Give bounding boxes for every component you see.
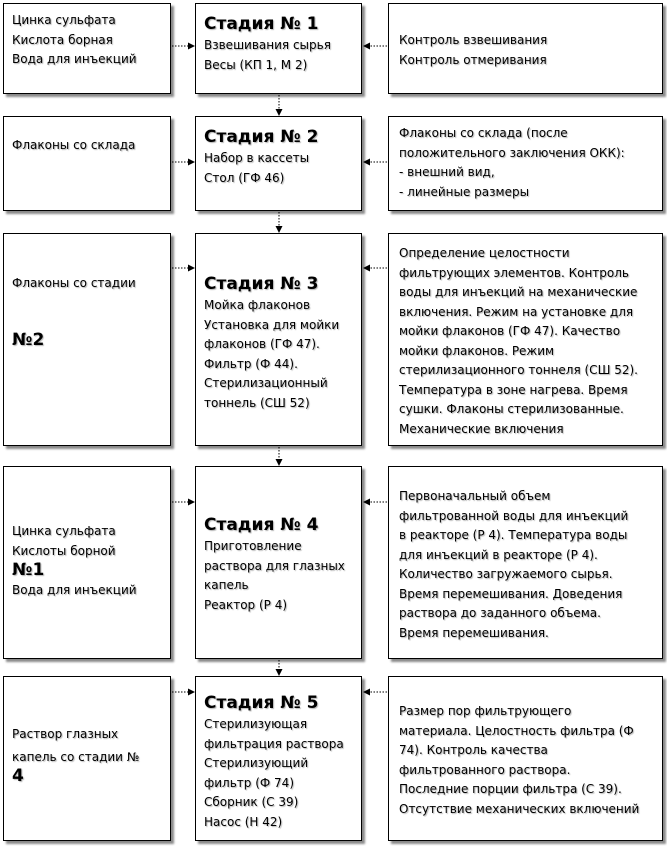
control-line: 74). Контроль качества xyxy=(399,743,548,757)
control-line: - внешний вид, xyxy=(399,165,495,179)
control-line: фильтрующих элементов. Контроль xyxy=(399,265,629,280)
stage-line: Установка для мойки xyxy=(204,317,340,332)
input-line: Цинка сульфата xyxy=(12,524,116,538)
input-line: Флаконы со стадии xyxy=(12,276,136,290)
stage-line: флаконов (ГФ 47). xyxy=(204,337,320,351)
input-line: Вода для инъекций xyxy=(12,52,137,66)
stage-line: Весы (КП 1, М 2) xyxy=(204,57,308,72)
control-line: раствора до заданного объема. xyxy=(399,606,601,620)
control-line: Первоначальный объем xyxy=(399,489,551,503)
control-line: Размер пор фильтрующего xyxy=(399,704,572,718)
stage-line: Приготовление xyxy=(204,539,302,553)
stage-line: капель xyxy=(204,578,249,592)
control-line: мойки флаконов. Режим xyxy=(399,343,555,358)
input-line: Цинка сульфата xyxy=(12,13,116,27)
control-line: положительного заключения ОКК): xyxy=(399,145,625,160)
control-line: Время перемешивания. Доведения xyxy=(399,586,623,601)
control-line: включения. Режим на установке для xyxy=(399,304,634,319)
input-line: №2 xyxy=(12,329,45,350)
control-line: Последние порции фильтра (С 39). xyxy=(399,782,622,796)
control-line: стерилизационного тоннеля (СШ 52). xyxy=(399,363,638,377)
stage-line: Мойка флаконов xyxy=(204,298,311,312)
input-line: Кислота борная xyxy=(12,32,113,47)
input-line: Флаконы со склада xyxy=(12,138,136,152)
input-line: Раствор глазных xyxy=(12,727,119,741)
control-line: фильтрованной воды для инъекций xyxy=(399,508,629,523)
input-line: Кислоты борной xyxy=(12,543,116,558)
stage-line: фильтр (Ф 74) xyxy=(204,775,294,790)
control-line: Время перемешивания. xyxy=(399,625,549,640)
control-line: Количество загружаемого сырья. xyxy=(399,567,613,581)
stage-line: Взвешивания сырья xyxy=(204,38,331,52)
stage-line: Насос (Н 42) xyxy=(204,814,283,829)
control-line: Контроль взвешивания xyxy=(399,33,548,47)
control-line: в реакторе (Р 4). Температура воды xyxy=(399,528,628,542)
stage-line: тоннель (СШ 52) xyxy=(204,395,310,410)
control-line: Отсутствие механических включений xyxy=(399,801,640,816)
stage-title: Стадия № 2 xyxy=(204,127,319,147)
control-line: - линейные размеры xyxy=(399,184,530,199)
stage-line: Стерилизующий xyxy=(204,756,309,770)
control-line: Определение целостности xyxy=(399,246,570,260)
input-line: капель со стадии № xyxy=(12,749,140,764)
stage-title: Стадия № 1 xyxy=(204,14,319,34)
input-line: Вода для инъекций xyxy=(12,582,137,597)
stage-line: раствора для глазных xyxy=(204,558,345,573)
control-line: фильтрованного раствора. xyxy=(399,762,571,777)
control-line: для инъекций в реакторе (Р 4). xyxy=(399,547,598,562)
stage-line: Набор в кассеты xyxy=(204,151,310,165)
stage-line: Фильтр (Ф 44). xyxy=(204,356,298,371)
input-line: 4 xyxy=(12,766,24,786)
stage-line: Стол (ГФ 46) xyxy=(204,170,285,185)
control-line: сушки. Флаконы стерилизованные. xyxy=(399,402,624,416)
control-line: Контроль отмеривания xyxy=(399,52,547,67)
control-line: Температура в зоне нагрева. Время xyxy=(399,382,628,397)
stage-title: Стадия № 5 xyxy=(204,693,319,713)
input-line: №1 xyxy=(12,560,45,580)
control-line: материала. Целостность фильтра (Ф xyxy=(399,723,634,738)
stage-line: Реактор (Р 4) xyxy=(204,597,288,612)
stage-title: Стадия № 3 xyxy=(204,274,319,294)
stage-title: Стадия № 4 xyxy=(204,515,319,535)
stage-line: Сборник (С 39) xyxy=(204,795,299,809)
control-line: воды для инъекций на механические xyxy=(399,285,638,299)
stage-line: Стерилизующая xyxy=(204,717,308,731)
control-line: Флаконы со склада (после xyxy=(399,126,568,140)
control-line: Механические включения xyxy=(399,421,564,436)
control-line: мойки флаконов (ГФ 47). Качество xyxy=(399,324,621,338)
stage-line: Стерилизационный xyxy=(204,376,328,390)
stage-line: фильтрация раствора xyxy=(204,736,344,751)
